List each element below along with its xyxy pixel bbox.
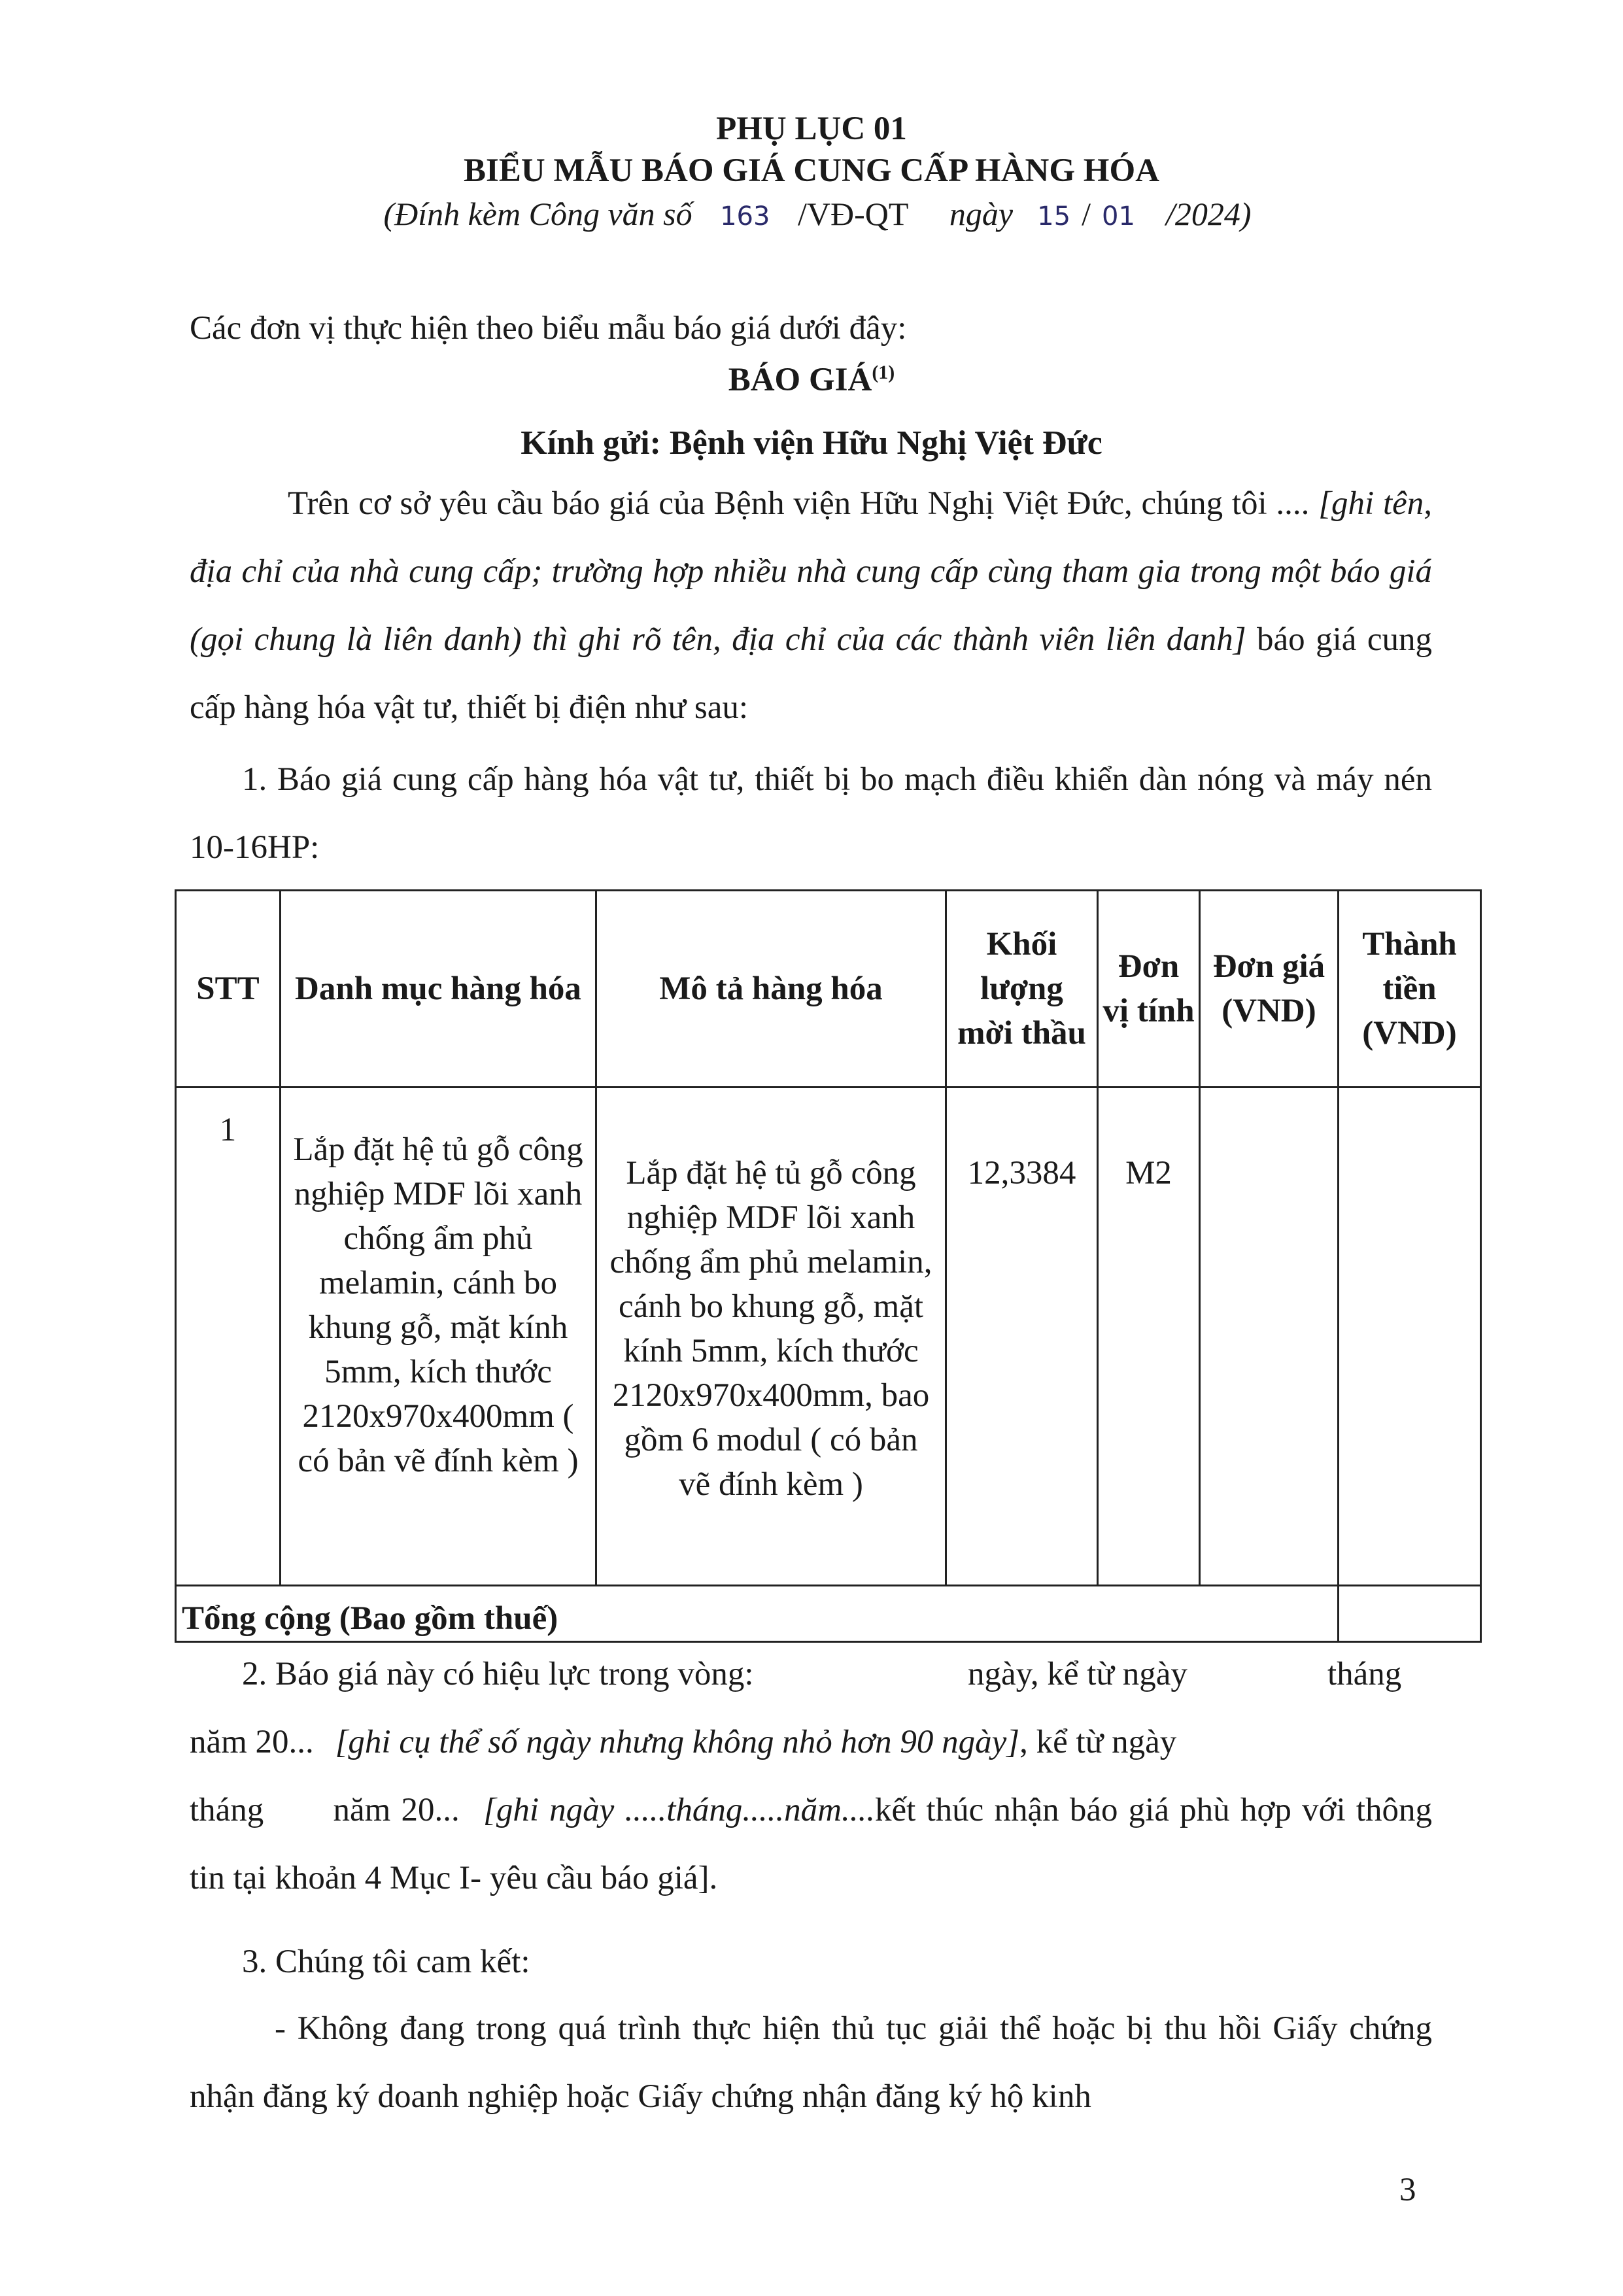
cell-price [1200, 1088, 1339, 1586]
cell-item: Lắp đặt hệ tủ gỗ công nghiệp MDF lõi xanh chống ẩm phủ melamin, cánh bo khung gỗ, mặt kính 5mm, kích thước 2120x970x400mm ( có bản vẽ đính kèm ) [281, 1088, 596, 1586]
validity-day: ngày, kể từ ngày [968, 1656, 1187, 1692]
validity-italic-1: [ghi cụ thể số ngày nhưng không nhỏ hơn 90 ngày] [335, 1724, 1020, 1760]
validity-year: năm 20... [190, 1724, 314, 1760]
validity-start: 2. Báo giá này có hiệu lực trong vòng: [242, 1656, 754, 1692]
header-stt: STT [176, 891, 281, 1088]
cell-total [1339, 1088, 1481, 1586]
table-total-row [176, 1586, 1481, 1642]
year: /2024) [1166, 196, 1252, 232]
intro-text: Các đơn vị thực hiện theo biểu mẫu báo giá dưới đây: [190, 310, 907, 347]
validity-line3-month: tháng [190, 1792, 264, 1828]
validity-line-1 [190, 1640, 1432, 1708]
quote-footnote: (1) [872, 362, 895, 383]
date-word: ngày [949, 196, 1014, 232]
doc-code: /VĐ-QT [797, 196, 909, 232]
page-number: 3 [1399, 2172, 1416, 2208]
quote-table [175, 889, 1482, 1643]
body-paragraph-1 [190, 470, 1432, 742]
table-row [176, 1088, 1481, 1586]
day-handwritten: 15 [1037, 201, 1071, 231]
attachment-line: (Đính kèm Công văn số 163 /VĐ-QT ngày 15 / 01 /2024) [383, 196, 1252, 232]
validity-end: kết thúc nhận báo giá phù hợp với thông tin tại khoản 4 Mục I- yêu cầu báo giá]. [190, 1792, 1433, 1896]
quote-title-text: BÁO GIÁ [728, 362, 872, 398]
month-handwritten: 01 [1102, 201, 1135, 231]
p1-start: Trên cơ sở yêu cầu báo giá của Bệnh viện Hữu Nghị Việt Đức, chúng tôi .... [288, 485, 1310, 522]
addressee: Kính gửi: Bệnh viện Hữu Nghị Việt Đức [521, 424, 1102, 462]
validity-paragraph [190, 1640, 1433, 1896]
p1-end: báo giá cung cấp hàng hóa vật tư, thiết bị điện như sau: [190, 621, 1432, 726]
attach-prefix: (Đính kèm Công văn số [383, 196, 692, 232]
cell-stt: 1 [176, 1088, 281, 1586]
table-header-row [176, 891, 1481, 1088]
header-quantity: Khối lượng mời thầu [946, 891, 1098, 1088]
commit-title: 3. Chúng tôi cam kết: [242, 1944, 530, 1980]
header-item: Danh mục hàng hóa [281, 891, 596, 1088]
header-total: Thành tiền (VND) [1339, 891, 1481, 1088]
doc-number-handwritten: 163 [720, 201, 770, 231]
appendix-title: PHỤ LỤC 01 [716, 111, 907, 147]
validity-line3-year: năm 20... [333, 1792, 460, 1828]
header-price: Đơn giá (VND) [1200, 891, 1339, 1088]
quote-title [0, 361, 1623, 399]
validity-month: tháng [1327, 1656, 1402, 1692]
cell-description: Lắp đặt hệ tủ gỗ công nghiệp MDF lõi xanh chống ẩm phủ melamin, cánh bo khung gỗ, mặt kính 5mm, kích thước 2120x970x400mm, bao gồm 6 modul ( có bản vẽ đính kèm ) [596, 1088, 946, 1586]
validity-italic-2: [ghi ngày .....tháng.....năm.... [483, 1792, 876, 1828]
validity-line-2 [190, 1708, 1432, 1776]
header-unit: Đơn vị tính [1098, 891, 1200, 1088]
header-description: Mô tả hàng hóa [596, 891, 946, 1088]
cell-unit: M2 [1098, 1088, 1200, 1586]
cell-quantity: 12,3384 [946, 1088, 1098, 1586]
validity-line-3 [190, 1776, 1433, 1896]
p1-italic: [ghi tên, địa chỉ của nhà cung cấp; trường hợp nhiều nhà cung cấp cùng tham gia trong một báo giá (gọi chung là liên danh) thì ghi rõ tên, địa chỉ của các thành viên liên danh] [190, 485, 1432, 658]
commit-bullet-1: - Không đang trong quá trình thực hiện thủ tục giải thể hoặc bị thu hồi Giấy chứng nhận đăng ký doanh nghiệp hoặc Giấy chứng nhận đăng ký hộ kinh [190, 2010, 1432, 2115]
total-label: Tổng cộng (Bao gồm thuế) [176, 1586, 1339, 1642]
form-subtitle: BIỂU MẪU BÁO GIÁ CUNG CẤP HÀNG HÓA [464, 152, 1159, 189]
validity-mid: , kể từ ngày [1019, 1724, 1177, 1760]
total-value [1339, 1586, 1481, 1642]
item-1-heading: 1. Báo giá cung cấp hàng hóa vật tư, thiết bị bo mạch điều khiển dàn nóng và máy nén 10-16HP: [190, 761, 1432, 866]
